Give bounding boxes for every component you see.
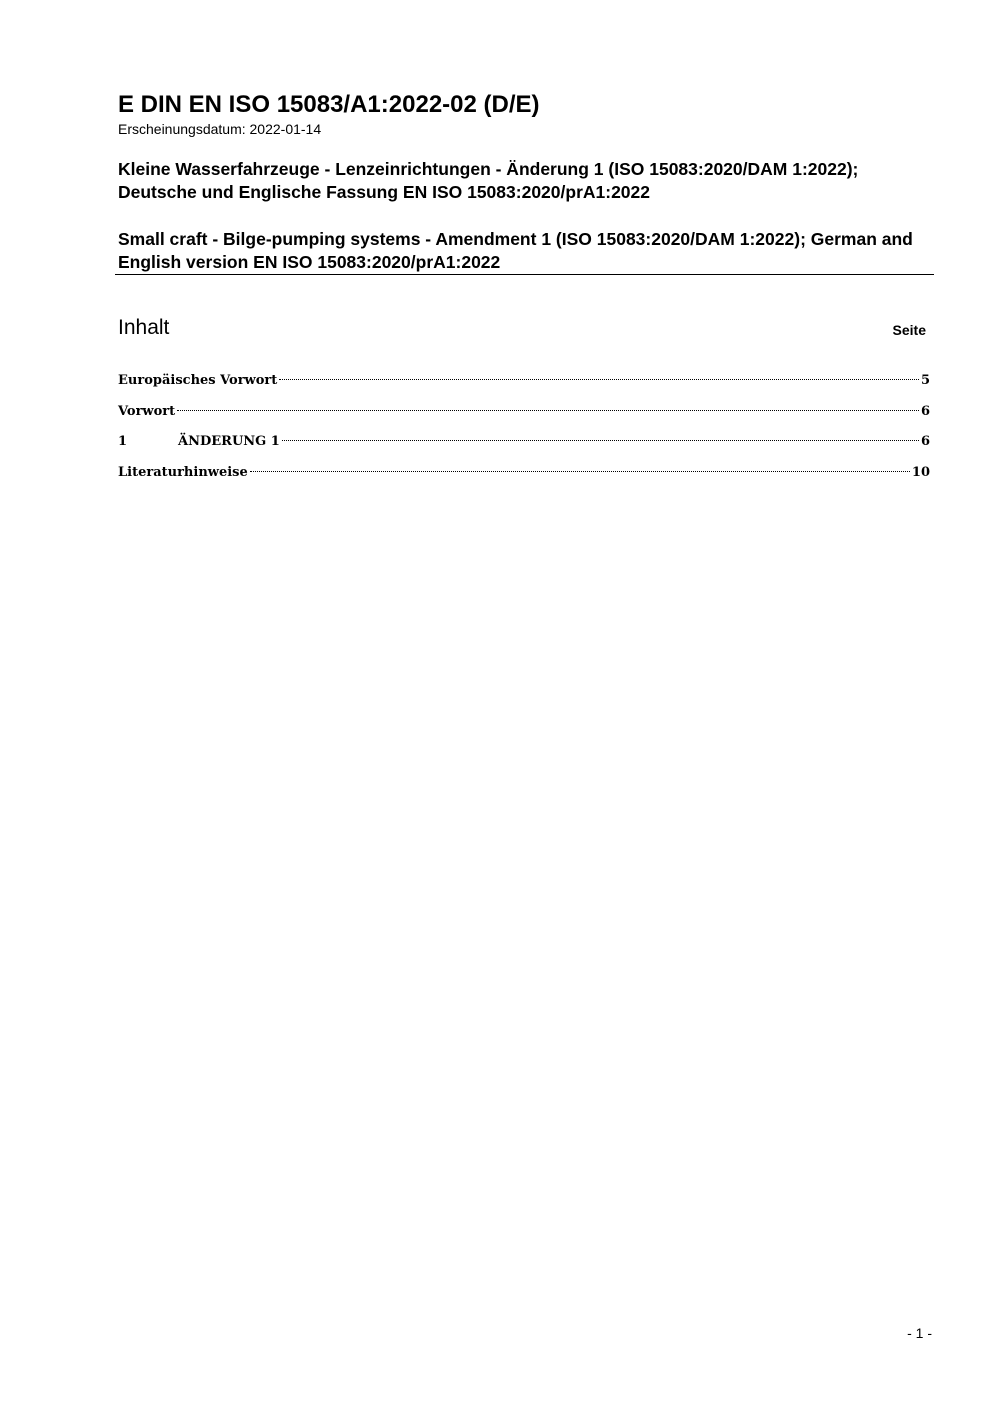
toc-heading: Inhalt	[118, 316, 170, 339]
release-date: Erscheinungsdatum: 2022-01-14	[118, 121, 322, 137]
toc-entry-label: Europäisches Vorwort	[118, 373, 278, 388]
header-divider	[115, 274, 934, 275]
toc-entry-number: 1	[118, 434, 128, 449]
toc-dot-leader	[279, 379, 919, 380]
toc-entry-page: 6	[920, 403, 930, 419]
title-german: Kleine Wasserfahrzeuge - Lenzeinrichtungen - Änderung 1 (ISO 15083:2020/DAM 1:2022); Deutsche und Englische Fassung EN ISO 15083:2020/prA1:2022	[118, 159, 859, 202]
toc-dot-leader	[250, 471, 910, 472]
toc-entry-page: 10	[911, 464, 930, 480]
toc-dot-leader	[177, 410, 919, 411]
toc-entry-foreword[interactable]	[118, 401, 930, 432]
title-english: Small craft - Bilge-pumping systems - Amendment 1 (ISO 15083:2020/DAM 1:2022); German and English version EN ISO 15083:2020/prA1:2022	[118, 229, 913, 272]
toc-entry-label: ÄNDERUNG 1	[178, 434, 280, 449]
toc-entry-label: Vorwort	[118, 403, 176, 419]
document-header	[118, 90, 934, 138]
document-id: E DIN EN ISO 15083/A1:2022-02 (D/E)	[118, 91, 540, 118]
toc-entry-label: Literaturhinweise	[118, 464, 248, 480]
toc-entry-european-foreword[interactable]	[118, 370, 930, 401]
page-number: - 1 -	[907, 1325, 932, 1341]
toc-dot-leader	[282, 440, 919, 441]
toc-page-column-label: Seite	[892, 322, 926, 338]
toc-entry-page: 6	[920, 434, 930, 449]
toc-entry-amendment-1[interactable]	[118, 431, 930, 462]
toc-entry-page: 5	[920, 373, 930, 388]
toc-entry-bibliography[interactable]	[118, 462, 930, 493]
table-of-contents	[118, 370, 930, 492]
